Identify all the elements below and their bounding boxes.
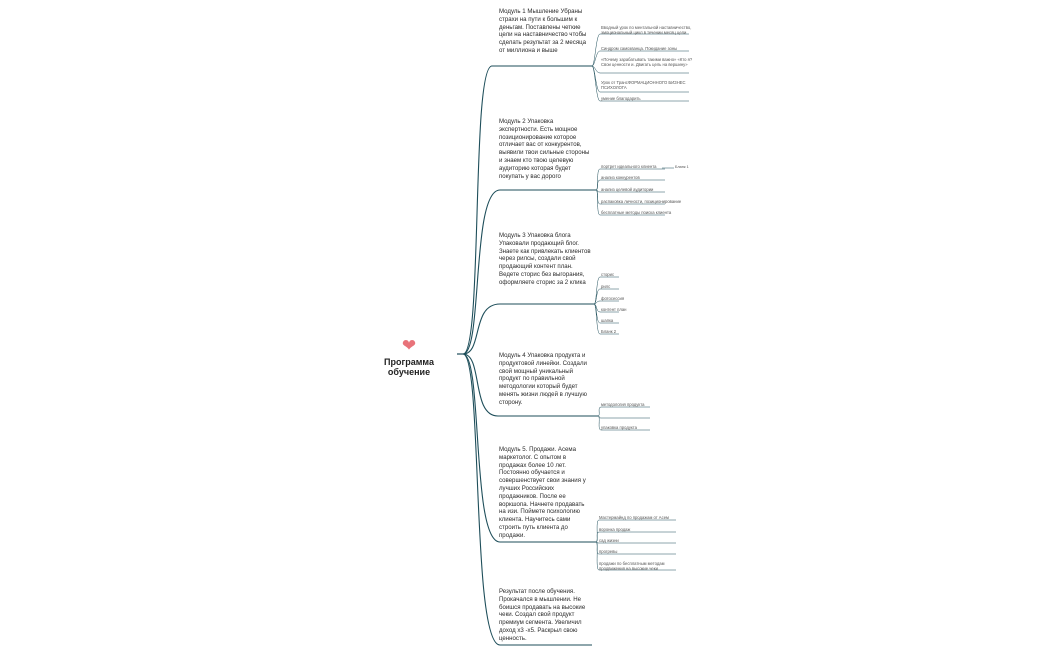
leaf-m5-4[interactable]: прогревы bbox=[599, 549, 618, 554]
leaf-m1-3[interactable]: «Почему зарабатывать такими важно» «Кто я? Свои ценности и. Двигать цель на вершину» bbox=[601, 57, 693, 68]
leaf-line-m3-3 bbox=[594, 301, 619, 304]
leaf-m1-2[interactable]: Синдром самозванца. Покидание зоны bbox=[601, 46, 678, 51]
leaf-m5-2[interactable]: воронка продаж bbox=[599, 527, 631, 532]
leaf-line-m4-2 bbox=[598, 416, 650, 418]
leaf-m4-3[interactable]: упаковка продукта bbox=[601, 425, 637, 430]
leaf-m3-5[interactable]: шапка bbox=[601, 318, 614, 323]
branch-module-3 bbox=[463, 304, 594, 354]
branch-module-1 bbox=[463, 66, 592, 354]
leaf-m2-tag[interactable]: Бланк 1 bbox=[675, 165, 689, 169]
leaf-m2-2[interactable]: анализ конкурентов bbox=[601, 175, 640, 180]
leaf-m2-5[interactable]: бесплатные методы поиска клиента bbox=[601, 210, 672, 215]
leaf-m2-1[interactable]: портрет идеального клиента bbox=[601, 164, 657, 169]
leaf-m3-4[interactable]: контент план bbox=[601, 307, 627, 312]
module-1[interactable]: Модуль 1 Мышление Убраны страхи на пути к большим к деньгам. Поставлены четкие цели на наставничество чтобы сделать результат за 2 месяца от миллиона и выше bbox=[499, 8, 587, 54]
module-2[interactable]: Модуль 2 Упаковка экспертности. Есть мощное позиционирование которое отличает вас от конкурентов, выявили твои сильные стороны и знаем кто твою целевую аудиторию которая будет покупать у вас дорого bbox=[499, 118, 590, 180]
module-3[interactable]: Модуль 3 Упаковка блога Упаковали продающий блог. Знаете как привлекать клиентов через рилсы, создали свой продающий контент план. Ведете сторис без выгорания, оформляете сторис за 2 клика bbox=[499, 232, 591, 286]
root-title: Программа обучение bbox=[384, 357, 434, 377]
leaf-m1-4[interactable]: Урок от ТрансФОРМАЦИОННОГО БИЗНЕС ПСИХОЛОГА bbox=[601, 80, 686, 91]
leaf-m4-1[interactable]: методология продукта bbox=[601, 402, 645, 407]
module-4[interactable]: Модуль 4 Упаковка продукта и продуктовой линейки. Создали свой мощный уникальный продукт по правильной методологии который будет менять жизни людей в лучшую сторону. bbox=[499, 352, 587, 406]
leaf-m3-6[interactable]: Бланк 2 bbox=[601, 329, 617, 334]
leaf-line-m4-1 bbox=[598, 407, 650, 416]
leaf-m5-5[interactable]: продажи по бесплатным методам продвижения на высокие чеки bbox=[599, 561, 665, 572]
leaf-m3-3[interactable]: фотосессия bbox=[601, 296, 625, 301]
leaf-m2-3[interactable]: анализ целевой аудитории bbox=[601, 187, 654, 192]
module-result[interactable]: Результат после обучения. Прокачался в мышлении. Не боишся продавать на высокие чеки. Создал свой продукт премиум сегмента. Увеличил доход x3 -x5. Раскрыл свою ценность. bbox=[499, 588, 586, 642]
leaf-m1-5[interactable]: умение благодарить bbox=[601, 96, 641, 101]
leaf-m5-1[interactable]: Мастермайнд по продажам от Асем bbox=[599, 515, 669, 520]
leaf-m3-2[interactable]: рилс bbox=[601, 284, 611, 289]
leaf-m1-1[interactable]: Вводный урок по ментальной наставничество, эмоциональный цикл в течении месяц цели bbox=[601, 25, 692, 36]
module-5[interactable]: Модуль 5. Продажи. Асема маркетолог. С опытом в продажах более 10 лет. Постоянно обучается и совершенствует свои знания у лучших Российских продажников. После ее воркшопа. Начнете продавать на изи. Поймете психологию клиента. Научитесь сами строить путь клиента до продажи. bbox=[499, 446, 586, 539]
root-node[interactable] bbox=[378, 337, 440, 377]
leaf-m2-4[interactable]: распаковка личности, позиционирование bbox=[601, 199, 682, 204]
leaf-m5-3[interactable]: сад жизни bbox=[599, 538, 619, 543]
heart-icon: ❤ bbox=[401, 336, 417, 355]
leaf-m3-1[interactable]: сторис bbox=[601, 272, 615, 277]
